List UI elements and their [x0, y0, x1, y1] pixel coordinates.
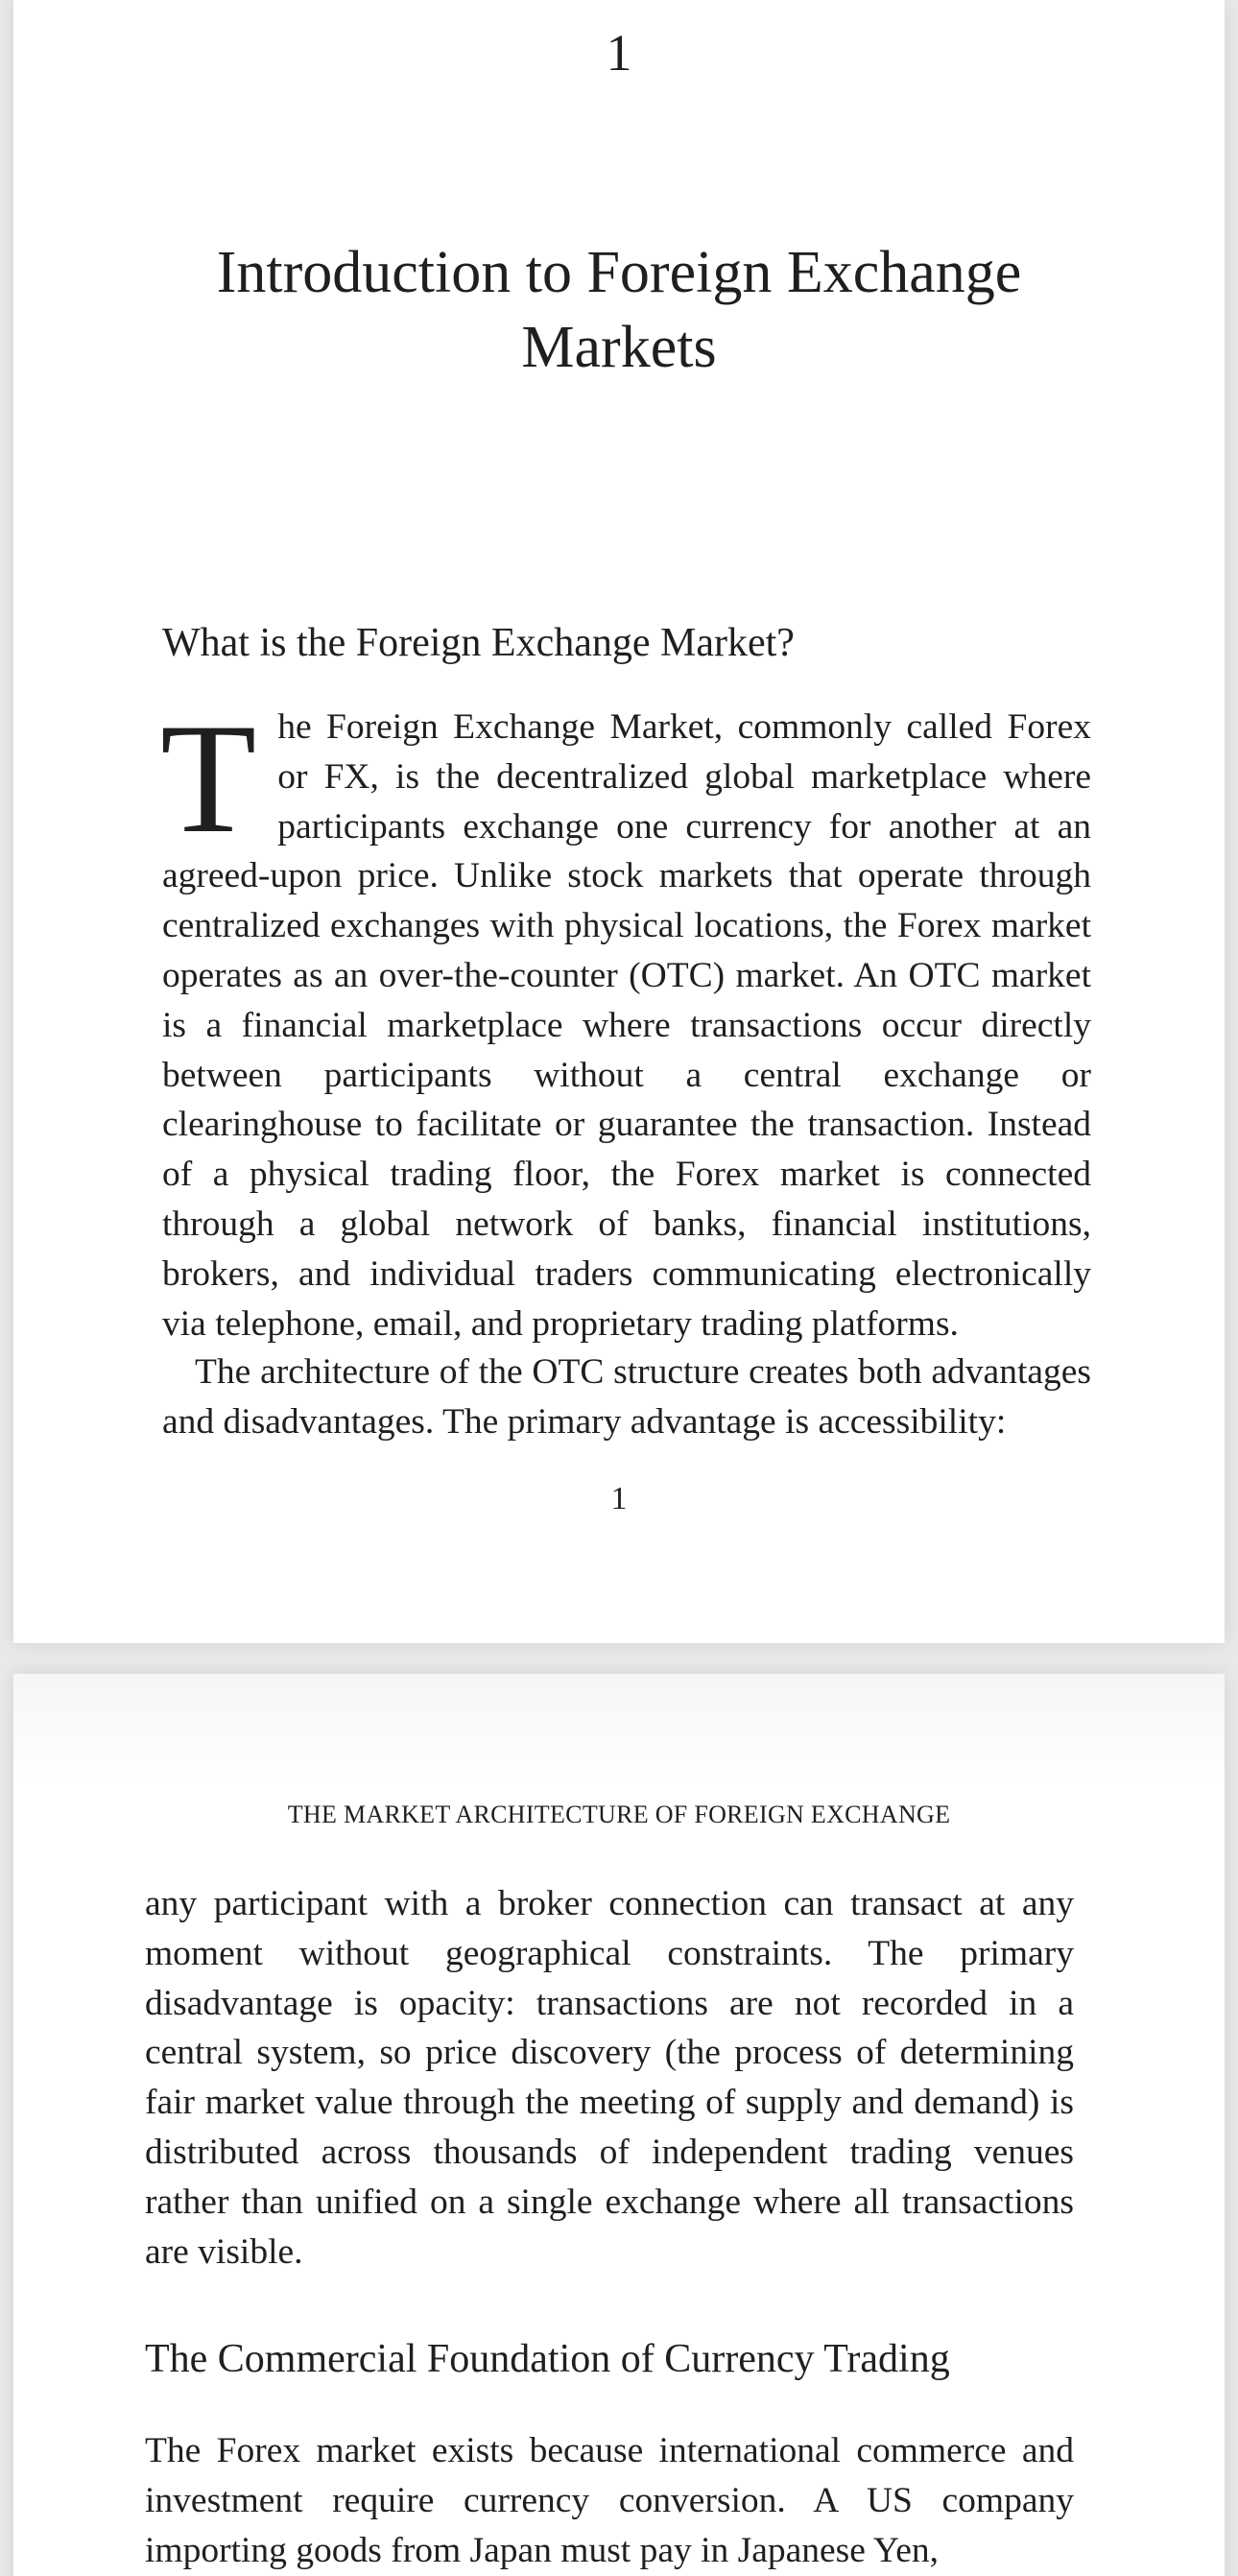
book-page-2: [13, 1674, 1225, 2576]
body-paragraph: The architecture of the OTC structure creates both advantages and disadvantages. The primary advantage is accessibility:: [162, 1352, 1091, 1442]
body-paragraph: any participant with a broker connection can transact at any moment without geographical constraints. The primary disadvantage is opacity: transactions are not recorded in a central system, so price discovery (the process of determining fair market value through the meeting of supply and demand) is distributed across thousands of independent trading venues rather than unified on a single exchange where all transactions are visible.: [145, 1884, 1074, 2272]
chapter-title: Introduction to Foreign Exchange Markets: [216, 240, 1022, 380]
running-head: THE MARKET ARCHITECTURE OF FOREIGN EXCHANGE: [287, 1801, 951, 1828]
page-number: 1: [610, 1481, 628, 1516]
section-heading: The Commercial Foundation of Currency Trading: [145, 2337, 950, 2381]
paragraph-text: he Foreign Exchange Market, commonly called Forex or FX, is the decentralized global marketplace where participants exchange one currency for another at an agreed-upon price. Unlike stock markets that operate through centralized exchanges with physical locations, the Forex market operates as an over-the-counter (OTC) market. An OTC market is a financial marketplace where transactions occur directly between participants without a central exchange or clearinghouse to facilitate or guarantee the transaction. Instead of a physical trading floor, the Forex market is connected through a global network of banks, financial institutions, brokers, and individual traders communicating electronically via telephone, email, and proprietary trading platforms.: [162, 707, 1091, 1344]
book-page-1: [13, 0, 1225, 1643]
chapter-number: 1: [606, 24, 632, 82]
body-paragraph: The Forex market exists because international commerce and investment require currency conversion. A US company importing goods from Japan must pay in Japanese Yen,: [145, 2431, 1074, 2570]
section-heading: What is the Foreign Exchange Market?: [162, 621, 795, 665]
drop-cap: T: [160, 692, 257, 866]
body-paragraph: [160, 692, 1091, 1348]
